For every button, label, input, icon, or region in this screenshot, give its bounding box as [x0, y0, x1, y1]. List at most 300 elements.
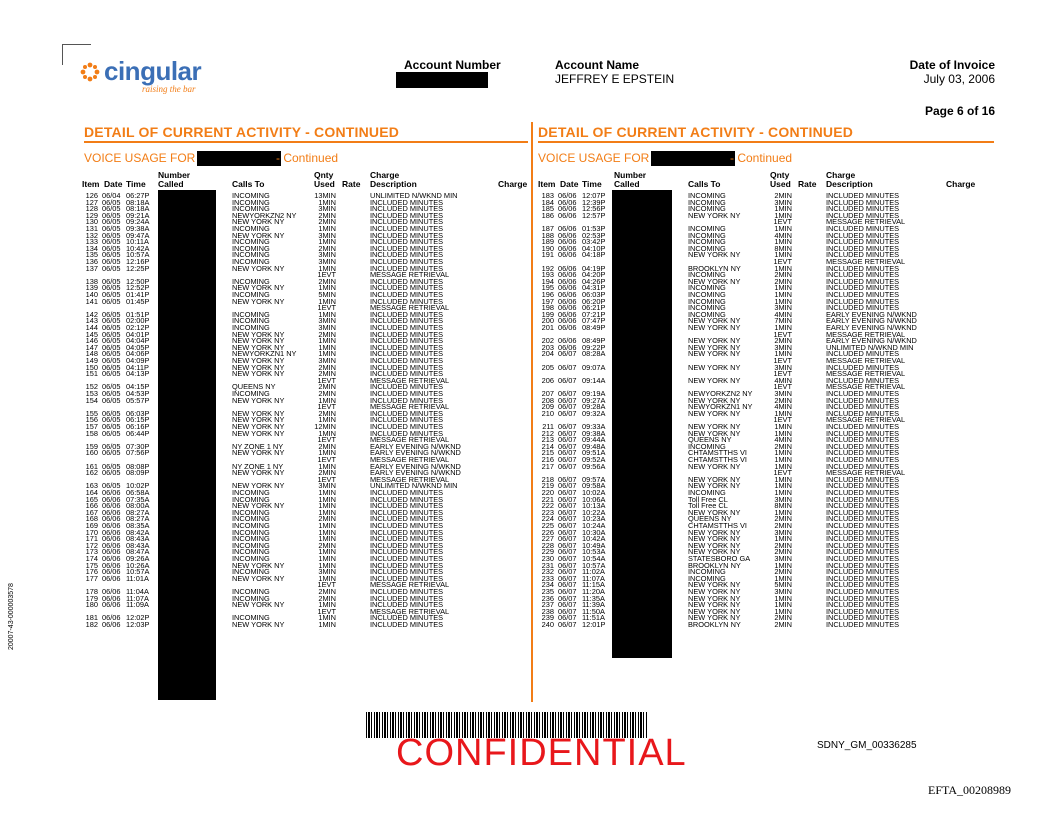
- cell-description: INCLUDED MINUTES: [826, 422, 900, 431]
- cell-description: INCLUDED MINUTES: [826, 243, 900, 253]
- cell-description: INCLUDED MINUTES: [826, 204, 900, 214]
- cell-used: 4MIN: [774, 435, 792, 445]
- cell-item: 207: [541, 389, 554, 398]
- cell-time: 10:57A: [126, 567, 150, 577]
- cell-date: 06/07: [558, 349, 577, 359]
- cell-description: MESSAGE RETRIEVAL: [370, 455, 450, 464]
- table-row: [536, 375, 996, 385]
- cell-used: 4MIN: [774, 375, 792, 385]
- cell-date: 06/07: [558, 481, 577, 491]
- cell-description: INCLUDED MINUTES: [826, 580, 900, 590]
- cell-calls-to: INCOMING: [232, 204, 270, 214]
- cell-used: 1MIN: [318, 197, 336, 207]
- table-row: [80, 450, 530, 457]
- cell-date: 06/07: [558, 587, 577, 596]
- cell-calls-to: NEW YORK NY: [688, 580, 741, 590]
- table-row: [80, 428, 530, 438]
- cell-used: 2MIN: [318, 587, 336, 596]
- cell-date: 06/06: [558, 191, 577, 200]
- cell-used: 2MIN: [318, 441, 336, 451]
- cell-used: 1MIN: [318, 283, 336, 293]
- cell-description: INCLUDED MINUTES: [826, 461, 900, 471]
- cell-calls-to: NY ZONE 1 NY: [232, 461, 284, 471]
- cell-item: 171: [85, 534, 98, 544]
- cell-time: 11:50A: [582, 606, 605, 616]
- cell-item: 206: [541, 375, 554, 385]
- cell-time: 11:04A: [126, 587, 149, 596]
- cell-time: 11:07A: [126, 593, 149, 603]
- cell-time: 11:01A: [126, 573, 149, 583]
- cell-date: 06/04: [102, 191, 121, 200]
- cell-time: 09:51A: [582, 448, 606, 458]
- cell-item: 181: [85, 613, 98, 623]
- cell-item: 126: [85, 191, 98, 200]
- cell-time: 04:11P: [126, 362, 149, 372]
- cell-calls-to: NEW YORK NY: [232, 283, 285, 293]
- cell-used: 2MIN: [318, 382, 336, 392]
- cell-item: 138: [85, 276, 98, 286]
- cell-description: INCLUDED MINUTES: [826, 191, 900, 200]
- table-row: [536, 325, 996, 332]
- cell-time: 01:41P: [126, 290, 150, 299]
- cell-item: 191: [541, 250, 554, 260]
- table-row: [536, 494, 996, 504]
- cell-time: 06:20P: [582, 296, 606, 306]
- cell-used: 3MIN: [774, 303, 792, 313]
- cell-description: INCLUDED MINUTES: [826, 303, 900, 313]
- cell-calls-to: NEW YORK NY: [688, 408, 741, 418]
- cell-used: 1MIN: [774, 323, 792, 332]
- cell-calls-to: INCOMING: [232, 507, 270, 517]
- table-row: [536, 593, 996, 603]
- table-row: [536, 276, 996, 286]
- cell-date: 06/07: [558, 600, 577, 610]
- cell-item: 221: [541, 494, 554, 504]
- cell-date: 06/06: [558, 276, 577, 286]
- cell-description: MESSAGE RETRIEVAL: [370, 270, 450, 280]
- cell-item: 168: [85, 514, 98, 524]
- cell-description: INCLUDED MINUTES: [370, 230, 444, 240]
- section-title-left: DETAIL OF CURRENT ACTIVITY - CONTINUED: [84, 124, 400, 140]
- cell-used: 1MIN: [774, 488, 792, 497]
- cell-date: 06/07: [558, 554, 577, 563]
- cell-item: 236: [541, 593, 554, 603]
- cell-date: 06/05: [102, 290, 121, 299]
- cell-calls-to: NEW YORK NY: [232, 329, 285, 339]
- cell-time: 05:57P: [126, 395, 150, 405]
- cell-item: 187: [541, 224, 554, 233]
- cell-description: MESSAGE RETRIEVAL: [826, 382, 906, 392]
- cell-time: 04:10P: [582, 243, 606, 253]
- cell-date: 06/07: [558, 580, 577, 590]
- cell-date: 06/06: [558, 224, 577, 233]
- cell-calls-to: QUEENS NY: [232, 382, 276, 392]
- cell-used: 1MIN: [318, 507, 336, 517]
- cell-item: 175: [85, 560, 98, 570]
- cell-item: 189: [541, 237, 554, 247]
- cell-date: 06/07: [558, 362, 577, 372]
- cell-calls-to: NEW YORK NY: [688, 323, 741, 332]
- cell-time: 06:58A: [126, 488, 150, 497]
- cell-item: 180: [85, 600, 98, 610]
- cell-time: 11:02A: [582, 567, 605, 577]
- cell-date: 06/07: [558, 389, 577, 398]
- cell-time: 08:43A: [126, 534, 150, 544]
- cell-time: 08:49P: [582, 336, 606, 346]
- table-row: [536, 622, 996, 629]
- cell-calls-to: NEW YORK NY: [688, 540, 741, 550]
- cell-time: 11:35A: [582, 593, 605, 603]
- cell-time: 06:15P: [126, 415, 150, 425]
- table-row: [536, 243, 996, 253]
- cell-description: MESSAGE RETRIEVAL: [370, 435, 450, 445]
- cell-date: 06/06: [558, 197, 577, 207]
- cell-item: 131: [85, 224, 98, 233]
- cell-calls-to: CHTAMSTTHS VI: [688, 455, 747, 464]
- cell-date: 06/06: [558, 309, 577, 319]
- cell-used: 2MIN: [318, 362, 336, 372]
- cell-calls-to: QUEENS NY: [688, 435, 732, 445]
- cell-item: 169: [85, 521, 98, 530]
- cell-date: 06/07: [558, 521, 577, 530]
- cell-used: 4MIN: [774, 309, 792, 319]
- cell-description: INCLUDED MINUTES: [370, 573, 444, 583]
- cell-calls-to: INCOMING: [232, 547, 270, 557]
- cell-description: MESSAGE RETRIEVAL: [826, 369, 906, 379]
- cell-date: 06/06: [558, 250, 577, 260]
- cell-used: 2MIN: [318, 243, 336, 253]
- cell-used: 2MIN: [318, 217, 336, 227]
- cell-time: 03:42P: [582, 237, 606, 247]
- cell-calls-to: NEW YORK NY: [688, 600, 741, 610]
- cell-date: 06/06: [558, 303, 577, 313]
- cell-used: 1EVT: [317, 580, 336, 590]
- cell-time: 10:57A: [126, 250, 150, 260]
- cell-used: 1MIN: [774, 534, 792, 544]
- cell-used: 2MIN: [318, 514, 336, 524]
- cell-calls-to: NEW YORK NY: [232, 217, 285, 227]
- cell-time: 04:13P: [126, 369, 150, 379]
- cell-time: 07:47P: [582, 316, 606, 326]
- cell-used: 1MIN: [318, 336, 336, 346]
- cell-description: EARLY EVENING N/WKND: [826, 309, 917, 319]
- cell-date: 06/07: [558, 395, 577, 405]
- section-rule-right: [538, 141, 994, 143]
- cell-item: 223: [541, 507, 554, 517]
- cell-calls-to: INCOMING: [232, 593, 270, 603]
- cell-description: INCLUDED MINUTES: [826, 560, 900, 570]
- cell-description: INCLUDED MINUTES: [370, 507, 444, 517]
- cell-calls-to: INCOMING: [688, 243, 726, 253]
- cell-calls-to: NEW YORK NY: [688, 428, 741, 438]
- cell-item: 235: [541, 587, 554, 596]
- cell-used: 3MIN: [318, 257, 336, 266]
- cell-date: 06/07: [558, 375, 577, 385]
- cell-calls-to: INCOMING: [688, 303, 726, 313]
- cell-date: 06/05: [102, 415, 121, 425]
- cell-time: 08:27A: [126, 514, 150, 524]
- cell-description: INCLUDED MINUTES: [370, 501, 444, 511]
- cell-date: 06/05: [102, 309, 121, 319]
- date-of-invoice-label: Date of Invoice: [909, 58, 995, 72]
- table-row: [536, 408, 996, 418]
- cell-time: 10:30A: [582, 527, 606, 537]
- cell-calls-to: BROOKLYN NY: [688, 560, 741, 570]
- cell-item: 194: [541, 276, 554, 286]
- cell-description: MESSAGE RETRIEVAL: [370, 402, 450, 412]
- table-row: [536, 523, 996, 530]
- cell-calls-to: QUEENS NY: [688, 514, 732, 524]
- cell-used: 1MIN: [774, 422, 792, 431]
- cell-time: 12:56P: [582, 204, 606, 214]
- cell-time: 08:28A: [582, 349, 606, 359]
- cell-time: 09:26A: [126, 554, 150, 563]
- cell-date: 06/06: [558, 336, 577, 346]
- cell-used: 1MIN: [318, 600, 336, 610]
- cell-calls-to: INCOMING: [232, 323, 270, 332]
- cell-date: 06/05: [102, 342, 121, 352]
- cell-used: 5MIN: [774, 580, 792, 590]
- cell-used: 2MIN: [774, 514, 792, 524]
- cell-description: INCLUDED MINUTES: [370, 250, 444, 260]
- cell-item: 222: [541, 501, 554, 511]
- cell-date: 06/05: [102, 316, 121, 326]
- cell-used: 13MIN: [314, 191, 336, 200]
- cell-date: 06/06: [102, 620, 121, 629]
- cell-used: 1EVT: [773, 329, 792, 339]
- cell-calls-to: NEW YORK NY: [688, 461, 741, 471]
- cingular-logo: [80, 56, 220, 96]
- cell-date: 06/07: [558, 613, 577, 623]
- cell-item: 238: [541, 606, 554, 616]
- cell-description: INCLUDED MINUTES: [370, 276, 444, 286]
- cell-time: 09:14A: [582, 375, 606, 385]
- cell-time: 10:42A: [582, 534, 606, 544]
- col-charge-top: Charge: [826, 170, 856, 180]
- cell-item: 134: [85, 243, 98, 253]
- cell-date: 06/06: [558, 263, 577, 273]
- cell-calls-to: NEW YORK NY: [232, 342, 285, 352]
- cell-description: INCLUDED MINUTES: [370, 296, 444, 306]
- cell-time: 06:27P: [126, 191, 150, 200]
- section-rule-left: [84, 141, 528, 143]
- column-headers-right: [536, 171, 996, 191]
- cell-used: 3MIN: [774, 554, 792, 563]
- cell-time: 08:42A: [126, 527, 150, 537]
- cell-time: 08:18A: [126, 197, 150, 207]
- cell-item: 184: [541, 197, 554, 207]
- cell-time: 08:43A: [126, 540, 150, 550]
- cell-description: INCLUDED MINUTES: [826, 606, 900, 616]
- col-date: Date: [560, 179, 579, 189]
- cell-used: 3MIN: [318, 250, 336, 260]
- cell-description: INCLUDED MINUTES: [370, 620, 444, 629]
- table-row: [536, 362, 996, 372]
- cell-date: 06/06: [102, 534, 121, 544]
- voice-usage-heading-left: [84, 151, 528, 167]
- cell-used: 2MIN: [774, 540, 792, 550]
- cell-calls-to: INCOMING: [232, 494, 270, 504]
- cell-used: 1MIN: [318, 309, 336, 319]
- cell-used: 1MIN: [774, 283, 792, 293]
- cell-time: 11:20A: [582, 587, 605, 596]
- cell-calls-to: NEW YORK NY: [232, 395, 285, 405]
- table-row: [536, 606, 996, 616]
- cell-calls-to: NEW YORK NY: [688, 507, 741, 517]
- cell-used: 1MIN: [318, 296, 336, 306]
- cell-calls-to: INCOMING: [688, 567, 726, 577]
- cell-description: INCLUDED MINUTES: [826, 534, 900, 544]
- cell-time: 07:56P: [126, 448, 150, 458]
- col-time: Time: [126, 179, 146, 189]
- cell-date: 06/06: [558, 296, 577, 306]
- cell-used: 2MIN: [774, 395, 792, 405]
- cell-item: 214: [541, 441, 554, 451]
- cell-description: INCLUDED MINUTES: [826, 296, 900, 306]
- cell-item: 174: [85, 554, 98, 563]
- table-row: [536, 474, 996, 484]
- cell-used: 2MIN: [318, 276, 336, 286]
- cell-time: 10:22A: [582, 507, 606, 517]
- cell-description: INCLUDED MINUTES: [370, 283, 444, 293]
- cell-description: INCLUDED MINUTES: [826, 395, 900, 405]
- cell-used: 2MIN: [774, 270, 792, 280]
- cell-time: 04:53P: [126, 389, 150, 398]
- table-row: [536, 219, 996, 226]
- cell-calls-to: INCOMING: [232, 309, 270, 319]
- table-row: [536, 384, 996, 391]
- cell-calls-to: NEWYORKZN2 NY: [232, 210, 297, 220]
- cell-calls-to: NEW YORK NY: [232, 501, 285, 511]
- cell-calls-to: NEW YORK NY: [232, 362, 285, 372]
- cell-time: 10:13A: [582, 501, 606, 511]
- cell-date: 06/07: [558, 461, 577, 471]
- cell-item: 147: [85, 342, 98, 352]
- table-row: [536, 507, 996, 517]
- date-of-invoice: July 03, 2006: [923, 72, 995, 86]
- cell-description: INCLUDED MINUTES: [370, 560, 444, 570]
- col-time: Time: [582, 179, 602, 189]
- cell-item: 172: [85, 540, 98, 550]
- cell-date: 06/05: [102, 243, 121, 253]
- table-row: [536, 424, 996, 431]
- cell-date: 06/05: [102, 389, 121, 398]
- cell-item: 139: [85, 283, 98, 293]
- cell-used: 1MIN: [774, 224, 792, 233]
- cell-date: 06/07: [558, 448, 577, 458]
- cell-description: INCLUDED MINUTES: [370, 494, 444, 504]
- cell-item: 231: [541, 560, 554, 570]
- cell-date: 06/06: [558, 204, 577, 214]
- cell-description: INCLUDED MINUTES: [370, 415, 444, 425]
- cell-date: 06/05: [102, 481, 121, 491]
- cell-item: 162: [85, 468, 98, 478]
- cell-time: 10:23A: [582, 514, 606, 524]
- cell-used: 2MIN: [774, 441, 792, 451]
- cell-item: 195: [541, 283, 554, 293]
- cell-used: 2MIN: [318, 329, 336, 339]
- table-row: [536, 470, 996, 477]
- cell-used: 1EVT: [773, 468, 792, 478]
- cell-date: 06/05: [102, 210, 121, 220]
- cell-item: 233: [541, 573, 554, 583]
- cell-date: 06/05: [102, 323, 121, 332]
- cell-description: INCLUDED MINUTES: [826, 507, 900, 517]
- cell-time: 12:52P: [126, 283, 150, 293]
- cell-calls-to: INCOMING: [688, 197, 726, 207]
- cell-time: 10:53A: [582, 547, 606, 557]
- cell-used: 1MIN: [774, 290, 792, 299]
- cell-description: INCLUDED MINUTES: [370, 224, 444, 233]
- cell-time: 09:52A: [582, 455, 606, 464]
- cell-used: 2MIN: [774, 276, 792, 286]
- cell-calls-to: INCOMING: [688, 230, 726, 240]
- cell-date: 06/06: [558, 230, 577, 240]
- cell-used: 3MIN: [318, 230, 336, 240]
- cell-item: 159: [85, 441, 98, 451]
- cell-used: 1MIN: [774, 250, 792, 260]
- col-description: Description: [370, 179, 417, 189]
- col-number-top: Number: [614, 170, 647, 180]
- cell-description: INCLUDED MINUTES: [370, 600, 444, 610]
- cell-calls-to: INCOMING: [688, 290, 726, 299]
- cell-calls-to: INCOMING: [688, 488, 726, 497]
- cell-time: 08:18A: [126, 204, 150, 214]
- cell-date: 06/07: [558, 488, 577, 497]
- cell-date: 06/07: [558, 435, 577, 445]
- cell-calls-to: NEWYORKZN1 NY: [232, 349, 297, 359]
- cell-item: 157: [85, 422, 98, 431]
- account-name-label: Account Name: [555, 58, 640, 72]
- table-row: [80, 602, 530, 609]
- cell-item: 220: [541, 488, 554, 497]
- cell-item: 218: [541, 474, 554, 484]
- cell-description: INCLUDED MINUTES: [370, 554, 444, 563]
- cell-time: 09:21A: [126, 210, 150, 220]
- cell-item: 155: [85, 408, 98, 418]
- cell-used: 2MIN: [318, 468, 336, 478]
- table-row: [536, 615, 996, 622]
- cell-time: 02:12P: [126, 323, 150, 332]
- cell-calls-to: INCOMING: [232, 587, 270, 596]
- cell-date: 06/06: [558, 342, 577, 352]
- cell-item: 239: [541, 613, 554, 623]
- redacted-called-numbers-left: [158, 190, 216, 700]
- cell-used: 2MIN: [318, 540, 336, 550]
- cell-date: 06/07: [558, 606, 577, 616]
- cell-item: 185: [541, 204, 554, 214]
- table-row: [536, 461, 996, 471]
- cell-description: INCLUDED MINUTES: [370, 369, 444, 379]
- cell-date: 06/07: [558, 560, 577, 570]
- table-row: [536, 573, 996, 583]
- col-used: Used: [770, 179, 791, 189]
- cell-used: 3MIN: [318, 567, 336, 577]
- cell-calls-to: Toll Free CL: [688, 501, 728, 511]
- cell-description: INCLUDED MINUTES: [370, 422, 444, 431]
- cell-description: MESSAGE RETRIEVAL: [826, 356, 906, 365]
- cell-item: 145: [85, 329, 98, 339]
- cell-time: 10:54A: [582, 554, 606, 563]
- cell-used: 2MIN: [774, 613, 792, 623]
- cell-calls-to: INCOMING: [232, 521, 270, 530]
- col-date: Date: [104, 179, 123, 189]
- cell-date: 06/05: [102, 369, 121, 379]
- cell-time: 04:04P: [126, 336, 150, 346]
- cell-description: INCLUDED MINUTES: [370, 329, 444, 339]
- usage-table-right: [536, 193, 996, 653]
- cell-used: 1MIN: [318, 560, 336, 570]
